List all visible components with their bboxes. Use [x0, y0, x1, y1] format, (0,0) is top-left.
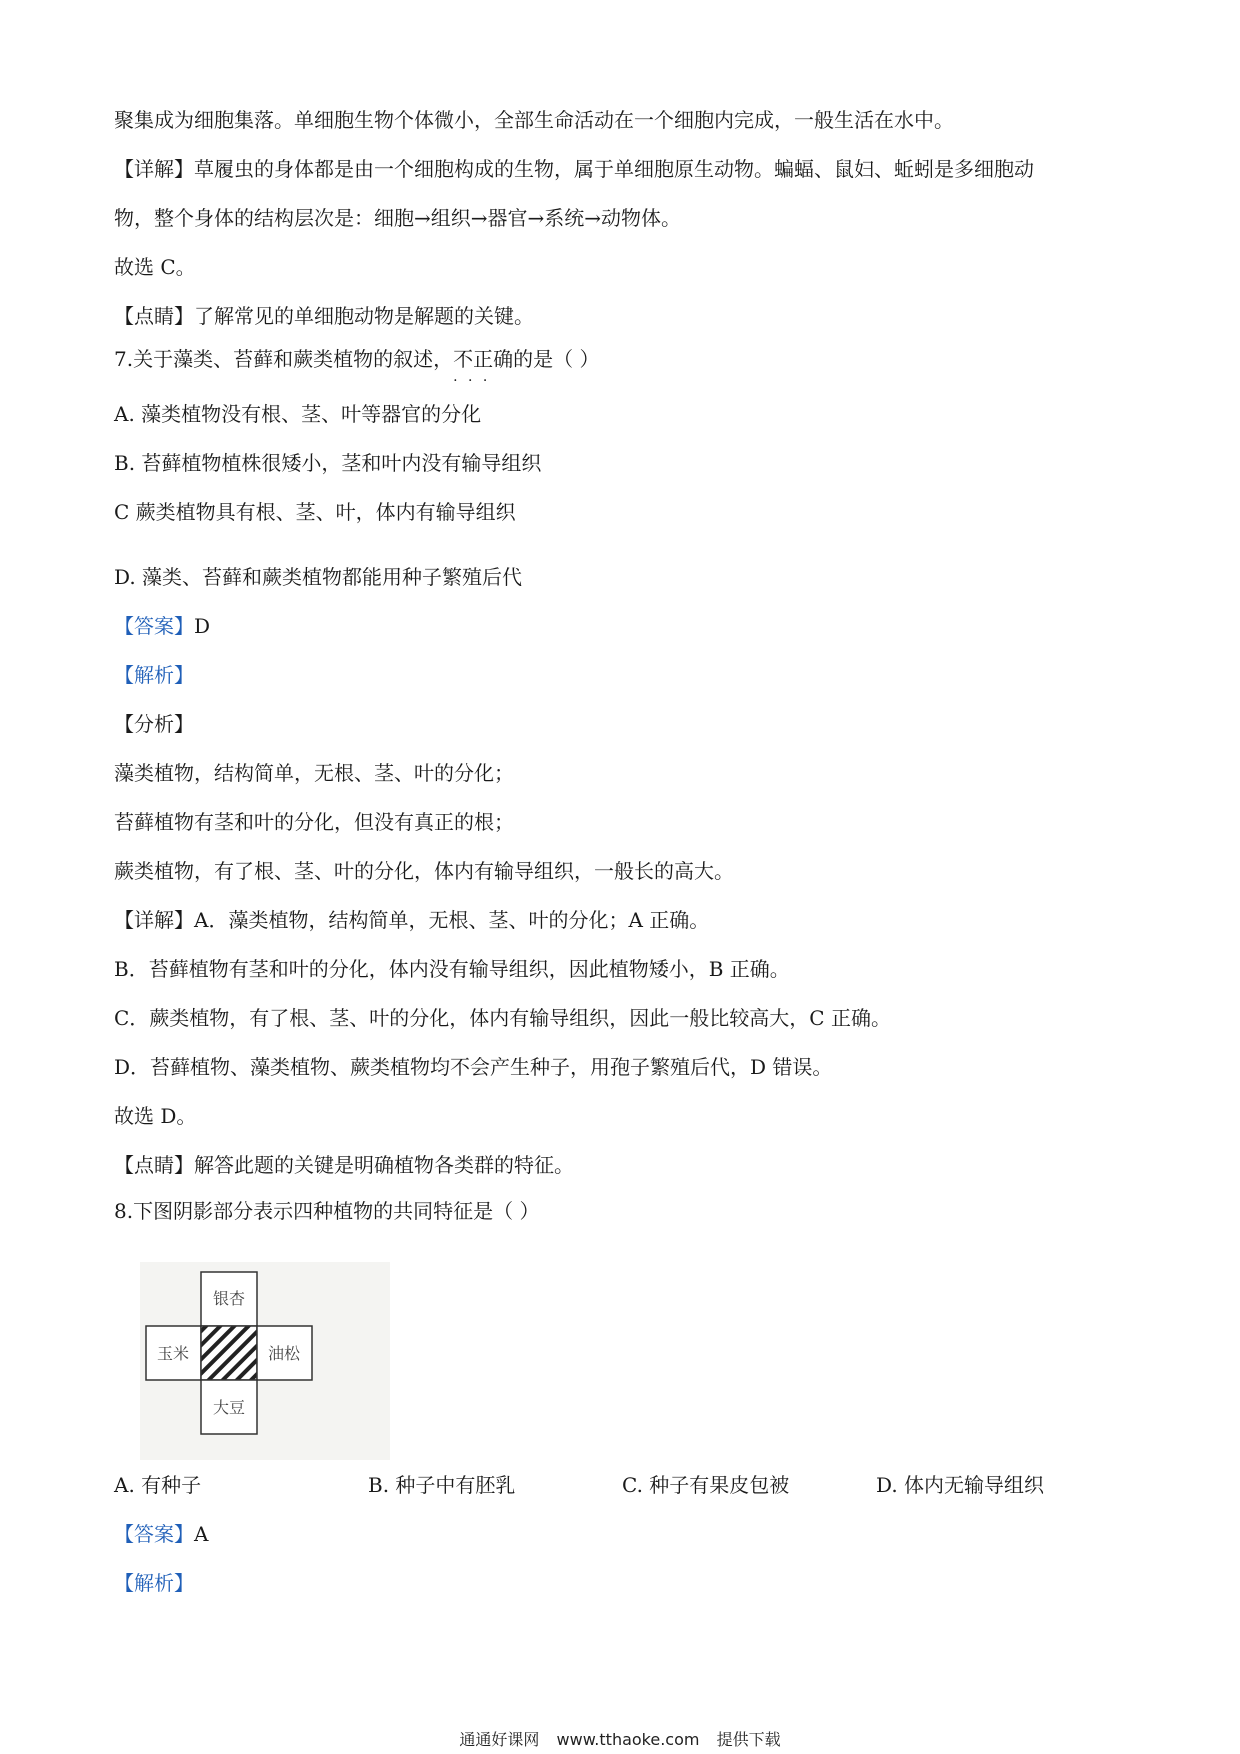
answer-line: [114, 612, 210, 640]
detail-tag: 【详解】: [114, 157, 194, 181]
q8-option-a: A. 有种子: [114, 1473, 202, 1497]
label-left: 玉米: [156, 1344, 190, 1363]
answer-tag: 【答案】: [114, 1522, 194, 1546]
tip-text: 解答此题的关键是明确植物各类群的特征。: [194, 1153, 574, 1177]
q8-option-c: C. 种子有果皮包被: [622, 1473, 790, 1497]
text-line: [114, 155, 1034, 183]
fenxi-tag: 【分析】: [114, 712, 194, 736]
tip-line: [114, 1151, 574, 1179]
tip-tag: 【点睛】: [114, 1153, 194, 1177]
stem-emphasis: 不正确 · · ·: [453, 347, 513, 371]
xiangjie-line: C．蕨类植物，有了根、茎、叶的分化，体内有输导组织，因此一般比较高大，C 正确。: [114, 1006, 891, 1030]
q8-option-d: D. 体内无输导组织: [876, 1473, 1045, 1497]
xiangjie-tag: 【详解】: [114, 908, 194, 932]
tip-text: 了解常见的单细胞动物是解题的关键。: [194, 304, 534, 328]
option-d: D. 藻类、苔藓和蕨类植物都能用种子繁殖后代: [114, 565, 523, 589]
shaded-center: [201, 1326, 257, 1380]
xiangjie-text: A．藻类植物，结构简单，无根、茎、叶的分化；A 正确。: [194, 908, 710, 932]
q8-analysis-tag: 【解析】: [114, 1571, 194, 1595]
footer-note: 提供下载: [716, 1730, 781, 1749]
cross-venn-figure: [140, 1262, 390, 1460]
fenxi-line: 藻类植物，结构简单，无根、茎、叶的分化；: [114, 761, 514, 785]
answer-value: D: [194, 614, 211, 638]
xiangjie-line: D．苔藓植物、藻类植物、蕨类植物均不会产生种子，用孢子繁殖后代，D 错误。: [114, 1055, 833, 1079]
option-b: B. 苔藓植物植株很矮小，茎和叶内没有输导组织: [114, 451, 542, 475]
detail-text: 草履虫的身体都是由一个细胞构成的生物，属于单细胞原生动物。蝙蝠、鼠妇、蚯蚓是多细胞动: [194, 157, 1034, 181]
label-right: 油松: [267, 1344, 301, 1363]
stem-post: 的是（ ）: [513, 347, 600, 371]
page-footer: [0, 1727, 1240, 1750]
q8-answer-line: [114, 1520, 208, 1548]
question-8-stem: 8.下图阴影部分表示四种植物的共同特征是（ ）: [114, 1199, 540, 1223]
tip-tag: 【点睛】: [114, 304, 194, 328]
fenxi-line: 蕨类植物，有了根、茎、叶的分化，体内有输导组织，一般长的高大。: [114, 859, 734, 883]
q8-option-b: B. 种子中有胚乳: [368, 1473, 516, 1497]
answer-value: A: [194, 1522, 209, 1546]
text-line: 故选 C。: [114, 255, 196, 279]
stem-pre: 7.关于藻类、苔藓和蕨类植物的叙述，: [114, 347, 454, 371]
text-line: [114, 302, 534, 330]
xiangjie-line: B．苔藓植物有茎和叶的分化，体内没有输导组织，因此植物矮小，B 正确。: [114, 957, 790, 981]
footer-url[interactable]: www.tthaoke.com: [556, 1730, 700, 1749]
answer-tag: 【答案】: [114, 614, 194, 638]
text-line: 物，整个身体的结构层次是：细胞→组织→器官→系统→动物体。: [114, 206, 682, 230]
xiangjie-line: [114, 906, 709, 934]
text-line: 聚集成为细胞集落。单细胞生物个体微小，全部生命活动在一个细胞内完成，一般生活在水中。: [114, 108, 954, 132]
label-top: 银杏: [212, 1289, 246, 1308]
label-bottom: 大豆: [212, 1398, 246, 1417]
analysis-tag: 【解析】: [114, 663, 194, 687]
fenxi-line: 苔藓植物有茎和叶的分化，但没有真正的根；: [114, 810, 514, 834]
option-c: C 蕨类植物具有根、茎、叶，体内有输导组织: [114, 500, 516, 524]
footer-site: 通通好课网: [459, 1730, 540, 1749]
option-a: A. 藻类植物没有根、茎、叶等器官的分化: [114, 402, 482, 426]
question-7-stem: [114, 345, 599, 373]
choose-line: 故选 D。: [114, 1104, 197, 1128]
